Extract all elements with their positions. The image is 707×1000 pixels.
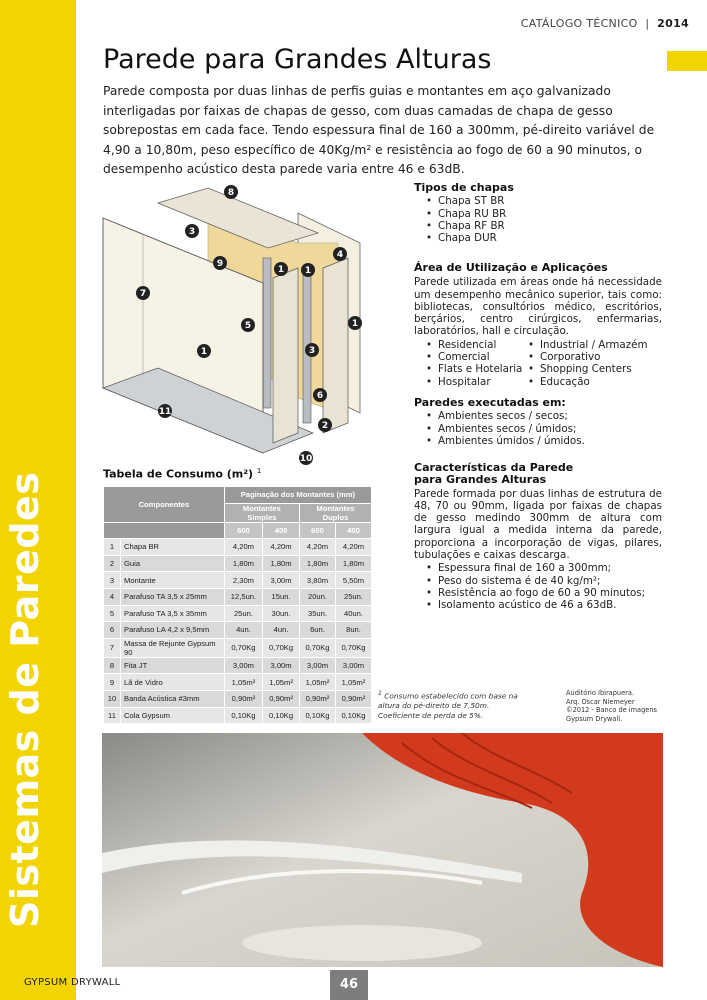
component-name: Fita JT [121,657,225,674]
row-index: 1 [104,539,121,556]
list-item: • Hospitalar [426,376,528,388]
callout-label: 1 [200,347,208,357]
caracteristicas-section [414,462,662,612]
intro-paragraph: Parede composta por duas linhas de perfis guias e montantes em aço galvanizado interligadas por faixas de chapas de gesso, com duas camadas de chapa de gesso sobrepostas em cada face. Tendo espessura final de 160 a 300mm, pé-direito variável de 4,90 a 10,80m, peso específico de 40Kg/m² e resistência ao fogo de 60 a 90 minutos, o desempenho acústico desta parede varia entre 46 e 63dB. [103,84,655,176]
consumption-table [103,486,372,724]
callout-label: 1 [277,265,285,275]
yellow-tab [667,51,707,71]
col-componentes: Componentes [104,487,225,523]
consumption-value: 3,00m [335,657,371,674]
consumption-value: 3,00m [263,572,300,589]
consumption-value: 25un. [335,588,371,605]
consumption-value: 4,20m [299,539,335,556]
table-row [104,605,372,622]
list-item: • Chapa ST BR [426,195,662,207]
list-item: • Peso do sistema é de 40 kg/m²; [426,575,662,587]
spacing-400: 400 [263,522,300,539]
callout-label: 2 [321,421,329,431]
col-group: Paginação dos Montantes (mm) [224,487,371,504]
callout-label: 3 [308,346,316,356]
credit-line: Auditório Ibirapuera. [566,689,634,697]
callout-label: 3 [188,227,196,237]
table-row [104,622,372,639]
caracteristicas-heading: Características da Parede [414,461,574,474]
consumption-value: 3,80m [299,572,335,589]
list-item: • Ambientes secos / úmidos; [426,423,662,435]
consumption-value: 1,80m [263,555,300,572]
list-item: • Chapa RU BR [426,208,662,220]
tipos-list [414,195,662,244]
consumption-value: 1,05m² [335,674,371,691]
floor-reflection [242,925,482,961]
header-separator: | [645,17,650,30]
spacer-cell [104,522,225,539]
callout-label: 6 [316,391,324,401]
caracteristicas-list [414,562,662,611]
row-index: 3 [104,572,121,589]
group-simples: Montantes Simples [224,503,299,522]
list-item: • Resistência ao fogo de 60 a 90 minutos; [426,587,662,599]
row-index: 6 [104,622,121,639]
component-name: Parafuso LA 4,2 x 9,5mm [121,622,225,639]
consumption-value: 0,10Kg [224,707,262,724]
sidebar-title: Sistemas de Paredes [3,471,47,928]
component-name: Chapa BR [121,539,225,556]
tipos-section [414,182,662,244]
consumption-value: 0,70Kg [335,638,371,657]
stud [263,258,271,408]
table-row [104,707,372,724]
consumption-value: 4un. [224,622,262,639]
callout-label: 8 [227,188,235,198]
area-col2 [528,339,648,388]
area-text: Parede utilizada em áreas onde há necessidade um desempenho mecânico superior, tais como: bibliotecas, consultórios médico, escritórios, berçários, centro cirúrgicos, enfermarias, laboratórios, hall e circulação. [414,276,662,338]
area-section [414,262,662,388]
component-name: Parafuso TA 3,5 x 35mm [121,605,225,622]
consumption-value: 5,50m [335,572,371,589]
footnote-sup: 1 [378,690,382,697]
callout-label: 10 [299,454,313,464]
table-row [104,539,372,556]
consumption-value: 1,05m² [263,674,300,691]
callout-label: 1 [351,319,359,329]
list-item: • Ambientes secos / secos; [426,410,662,422]
consumption-value: 0,70Kg [224,638,262,657]
area-col1 [426,339,528,388]
area-columns [414,338,662,388]
consumption-value: 0,70Kg [299,638,335,657]
callout-label: 11 [158,407,172,417]
credit-line: Gypsum Drywall. [566,714,623,723]
table-row [104,555,372,572]
tipos-heading: Tipos de chapas [414,181,514,194]
wall-section-diagram [98,183,378,468]
executadas-heading: Paredes executadas em: [414,396,566,409]
list-item: • Espessura final de 160 a 300mm; [426,562,662,574]
list-item: • Chapa DUR [426,232,662,244]
consumption-value: 1,80m [224,555,262,572]
list-item: • Shopping Centers [528,363,648,375]
consumption-value: 8un. [335,622,371,639]
spacing-600: 600 [299,522,335,539]
page-title: Parede para Grandes Alturas [103,44,492,75]
list-item: • Isolamento acústico de 46 a 63dB. [426,599,662,611]
photo-credits [566,689,666,723]
callout-label: 7 [139,289,147,299]
consumption-value: 4,20m [335,539,371,556]
consumption-value: 35un. [299,605,335,622]
list-item: • Comercial [426,351,528,363]
consumption-value: 0,70Kg [263,638,300,657]
spacing-400: 400 [335,522,371,539]
consumption-value: 30un. [263,605,300,622]
row-index: 2 [104,555,121,572]
group-duplos: Montantes Duplos [299,503,371,522]
list-item: • Flats e Hotelaria [426,363,528,375]
credit-line: Arq. Oscar Niemeyer [566,697,635,706]
consumption-value: 0,90m² [224,690,262,707]
consumption-value: 1,80m [299,555,335,572]
caracteristicas-text: Parede formada por duas linhas de estrutura de 48, 70 ou 90mm, ligada por faixas de chapas de gesso medindo 300mm de altura com largura igual a medida interna da parede, proporciona a incorporação de vigas, pilares, tubulações e caixas descarga. [414,487,662,562]
consumption-value: 12,5un. [224,588,262,605]
consumption-value: 3,00m [224,657,262,674]
list-item: • Ambientes úmidos / úmidos. [426,435,662,447]
executadas-section [414,397,662,447]
list-item: • Educação [528,376,648,388]
table-row [104,638,372,657]
catalog-label: CATÁLOGO TÉCNICO [520,17,638,30]
table-row [104,690,372,707]
consumption-value: 20un. [299,588,335,605]
consumption-value: 4un. [263,622,300,639]
consumption-value: 0,90m² [263,690,300,707]
consumption-value: 3,00m [299,657,335,674]
footer-brand: GYPSUM DRYWALL [24,977,121,988]
row-index: 4 [104,588,121,605]
table-row [104,657,372,674]
component-name: Massa de Rejunte Gypsum 90 [121,638,225,657]
footnote [378,689,528,721]
component-name: Montante [121,572,225,589]
component-name: Cola Gypsum [121,707,225,724]
consumption-value: 0,10Kg [335,707,371,724]
auditorium-photo [102,733,663,967]
component-name: Banda Acústica #3mm [121,690,225,707]
row-index: 8 [104,657,121,674]
consumption-value: 0,90m² [335,690,371,707]
consumption-value: 0,10Kg [263,707,300,724]
callout-label: 5 [244,321,252,331]
callout-label: 4 [336,250,344,260]
side-layer [323,258,348,433]
consumption-value: 1,05m² [299,674,335,691]
list-item: • Chapa RF BR [426,220,662,232]
consumption-value: 40un. [335,605,371,622]
header-catalog [521,17,689,30]
credit-line: ©2012 - Banco de imagens [566,706,657,715]
side-layer [273,268,298,443]
consumption-value: 15un. [263,588,300,605]
catalog-year: 2014 [657,17,689,30]
consumption-value: 4,20m [224,539,262,556]
table-row [104,674,372,691]
consumption-value: 0,10Kg [299,707,335,724]
component-name: Guia [121,555,225,572]
consumption-value: 0,90m² [299,690,335,707]
consumption-value: 6un. [299,622,335,639]
list-item: • Corporativo [528,351,648,363]
callout-label: 9 [216,259,224,269]
consumption-value: 3,00m [263,657,300,674]
component-name: Parafuso TA 3,5 x 25mm [121,588,225,605]
consumption-value: 2,30m [224,572,262,589]
table-title-sup: 1 [256,467,262,475]
list-item: • Industrial / Armazém [528,339,648,351]
row-index: 7 [104,638,121,657]
consumption-value: 1,05m² [224,674,262,691]
footnote-text: Consumo estabelecido com base na altura do pé-direito de 7,50m. Coeficiente de perda de 5%. [378,691,518,721]
executadas-list [414,410,662,447]
sidebar [0,0,76,1000]
page-number: 46 [330,970,368,1000]
consumption-value: 1,80m [335,555,371,572]
row-index: 11 [104,707,121,724]
callout-label: 1 [304,266,312,276]
table-row [104,572,372,589]
row-index: 10 [104,690,121,707]
list-item: • Residencial [426,339,528,351]
consumption-value: 25un. [224,605,262,622]
component-name: Lã de Vidro [121,674,225,691]
table-body [104,539,372,724]
table-row [104,588,372,605]
area-heading: Área de Utilização e Aplicações [414,261,608,274]
row-index: 9 [104,674,121,691]
row-index: 5 [104,605,121,622]
table-title [103,467,261,481]
spacing-600: 600 [224,522,262,539]
consumption-value: 4,20m [263,539,300,556]
table-title-text: Tabela de Consumo (m²) [103,467,254,481]
caracteristicas-heading-2: para Grandes Alturas [414,473,547,487]
